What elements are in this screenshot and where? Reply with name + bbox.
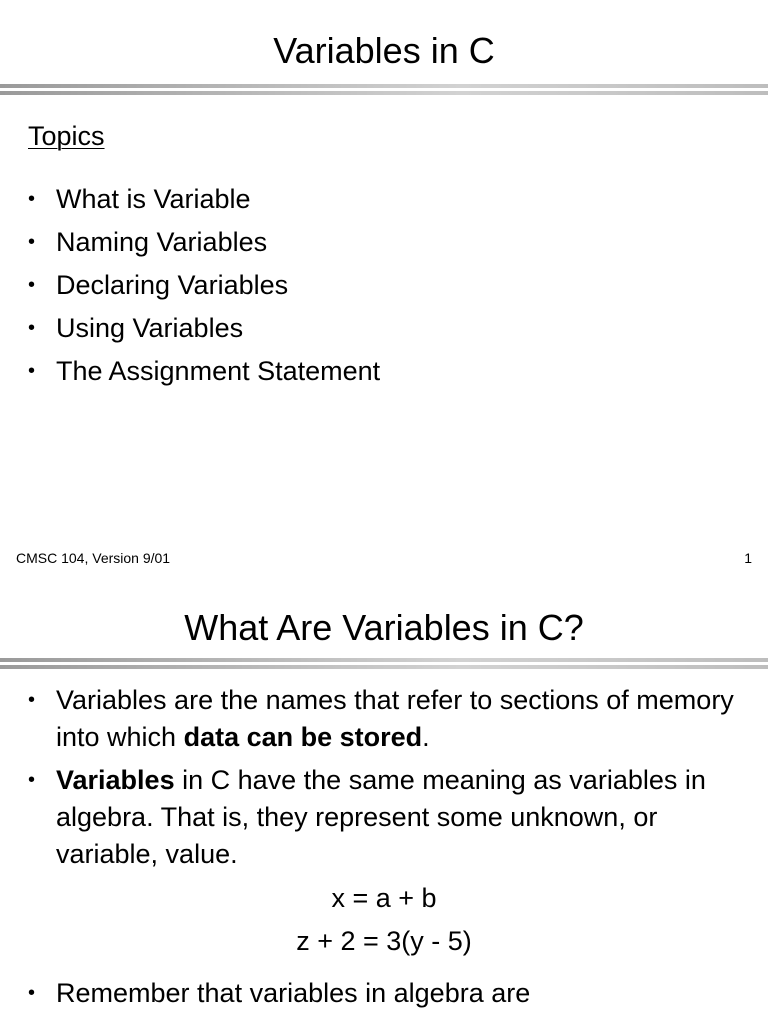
list-item [28,221,380,264]
list-item [28,264,380,307]
title-divider [0,84,768,96]
list-item-text: Naming Variables [56,227,268,257]
text-run: in C have the same meaning as variables in algebra. That is, they represent some unknown, or variable, value. [56,765,706,869]
list-item [28,350,380,393]
divider-band [0,91,768,95]
title-divider [0,658,768,670]
text-run: Variables are the names that refer to sections of memory into which [56,685,734,752]
content-list [28,682,740,1012]
list-item-text: Using Variables [56,313,244,343]
list-item [28,307,380,350]
text-run: Remember that variables in algebra are [56,978,531,1008]
bullet-icon: • [28,689,36,711]
list-item [28,975,740,1012]
divider-band [0,658,768,662]
divider-band [0,665,768,669]
bullet-icon: • [28,188,36,210]
topic-list [28,178,380,393]
bullet-icon: • [28,317,36,339]
list-item-text: Declaring Variables [56,270,289,300]
page-number: 1 [744,550,752,566]
bullet-icon: • [28,274,36,296]
list-item [28,762,740,963]
slide-title: Variables in C [273,30,495,71]
equation: z + 2 = 3(y - 5) [296,926,472,956]
list-item-text: The Assignment Statement [56,356,381,386]
list-item [28,682,740,756]
slide-2 [0,580,768,1024]
bullet-icon: • [28,231,36,253]
bold-text: data can be stored [183,722,423,752]
text-run: . [422,722,430,752]
section-heading: Topics [28,121,105,151]
bold-text: Variables [56,765,175,795]
divider-band [0,84,768,88]
list-item-text: What is Variable [56,184,251,214]
equation-block [56,873,740,963]
slide-title: What Are Variables in C? [184,607,584,648]
equation: x = a + b [331,883,437,913]
bullet-icon: • [28,360,36,382]
slide-footer: CMSC 104, Version 9/01 [16,550,171,566]
bullet-icon: • [28,982,36,1004]
bullet-icon: • [28,769,36,791]
list-item [28,178,380,221]
